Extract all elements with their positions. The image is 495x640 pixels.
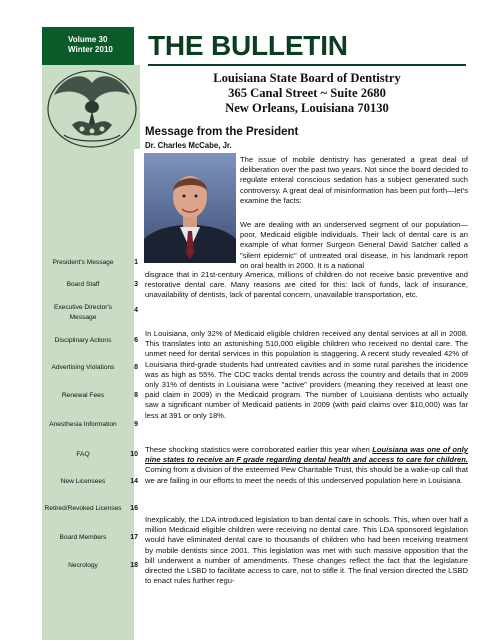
toc-page: 4	[134, 307, 138, 314]
article-paragraph: disgrace that in 21st-century America, millions of children do not receive basic preventive and restorative dental care. Many reasons are cited for this: lack of funds, lack of insurance, unavailability of dentists, lack of parental concern, unavailable transportation, etc.	[145, 270, 468, 300]
newsletter-title: THE BULLETIN	[148, 30, 348, 61]
toc-label: Board Staff	[66, 281, 100, 288]
toc-label: President's Message	[52, 259, 114, 266]
toc-page: 6	[134, 337, 138, 344]
issue-date: Winter 2010	[68, 45, 113, 54]
title-rule	[148, 64, 466, 66]
issue-volume: Volume 30	[68, 35, 108, 44]
toc-label: Executive Director's Message	[53, 304, 113, 321]
toc-page: 10	[130, 451, 138, 458]
toc-label: New Licensees	[60, 478, 106, 485]
article-paragraph	[145, 445, 468, 486]
president-portrait-photo	[144, 153, 236, 263]
address-line-1: 365 Canal Street ~ Suite 2680	[228, 86, 386, 100]
article-paragraph: The issue of mobile dentistry has generated a great deal of deliberation over the past two years. Not since the board decided to regulate enteral conscious sedation has a subject generated such controversy. A great deal of misinformation has been put forth—let's examine the facts:	[240, 155, 468, 205]
article-title: Message from the President	[145, 126, 299, 138]
article-paragraph: We are dealing with an underserved segment of our population—poor, Medicaid eligible individuals. Their lack of dental care is an example of what former Surgeon General David Satcher called a "silent epidemic" of untreated oral disease, in his landmark report on oral health in 2000. It is a national	[240, 220, 468, 270]
toc-label: FAQ	[76, 451, 90, 458]
pelican-seal-logo	[44, 65, 140, 149]
toc-page: 9	[134, 421, 138, 428]
toc-label: Board Members	[59, 534, 107, 541]
paragraph-text: Coming from a division of the esteemed Pew Charitable Trust, this should be a wake-up call that we are failing in our efforts to meet the needs of this underserved population here in Louisiana.	[145, 465, 468, 485]
board-name: Louisiana State Board of Dentistry	[213, 71, 401, 85]
toc-page: 3	[134, 281, 138, 288]
toc-page: 18	[130, 562, 138, 569]
toc-label: Anesthesia Information	[49, 421, 117, 428]
toc-label: Retired/Revoked Licenses	[44, 505, 122, 512]
issue-tab	[42, 27, 134, 65]
toc-page: 1	[134, 259, 138, 266]
article-paragraph: In Louisiana, only 32% of Medicaid eligible children received any dental services at all in 2008. This translates into an astonishing 510,000 eligible children who received no dental care. The unmet need for dental services in this population is staggering. A recent study revealed 42% of Louisiana third-grade students had untreated cavities and in some rural parishes the incidence was as high as 55%. The CDC tracks dental trends across the country and details that in 2009 only 31% of dentists in Louisiana were "active" providers (meaning they received at least one paid claim in 2009) in the Medicaid program. The number of Louisiana dentists who actually saw a significant number of Medicaid patients in 2009 (with paid claims over $10,000) was far less at 391 or only 18%.	[145, 329, 468, 420]
article-paragraph: Inexplicably, the LDA introduced legislation to ban dental care in schools. This, when over half a million Medicaid eligible children were receiving no dental care. This LDA sponsored legislation would have eliminated dental care to thousands of children who had been receiving treatment by mobile dentists since 2001. This legislation was met with such massive opposition that the bill underwent a number of amendments. These changes reflect the fact that the legislature directed the LSBD to facilitate access to care, not to stifle it. The final version directed the LSBD to enact rules further regu-	[145, 515, 468, 586]
board-address-block	[148, 71, 466, 116]
toc-page: 14	[130, 478, 138, 485]
address-line-2: New Orleans, Louisiana 70130	[225, 101, 389, 115]
toc-page: 16	[130, 505, 138, 512]
toc-label: Renewal Fees	[61, 392, 105, 399]
toc-label: Necrology	[68, 562, 98, 569]
toc-label: Disciplinary Actions	[54, 337, 112, 344]
toc-page: 8	[134, 364, 138, 371]
toc-label: Advertising Violations	[51, 364, 115, 371]
article-byline: Dr. Charles McCabe, Jr.	[145, 141, 232, 150]
highlighted-statement: Louisiana was one of only nine states to receive an F grade regarding dental health and access to care for children.	[145, 445, 468, 465]
toc-page: 8	[134, 392, 138, 399]
toc-page: 17	[130, 534, 138, 541]
paragraph-text: These shocking statistics were corroborated earlier this year when	[145, 445, 373, 454]
sidebar	[42, 65, 134, 640]
